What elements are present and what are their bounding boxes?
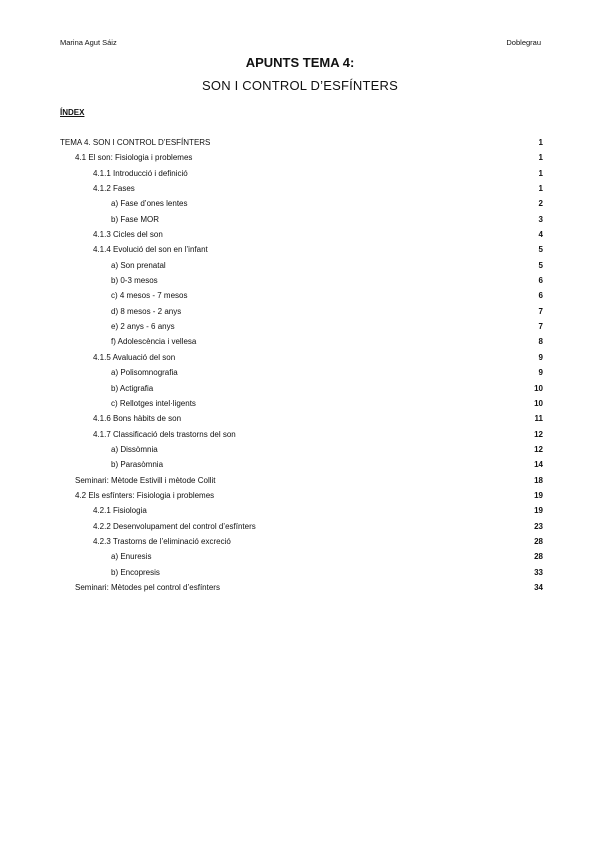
toc-entry[interactable]	[60, 258, 543, 273]
toc-entry[interactable]	[60, 150, 543, 165]
toc-entry[interactable]	[60, 549, 543, 564]
index-heading: ÍNDEX	[60, 108, 85, 117]
toc-entry-label: a) Polisomnografia	[111, 368, 178, 378]
toc-entry-page: 7	[538, 306, 543, 316]
toc-entry-label: 4.1.1 Introducció i definició	[93, 168, 188, 178]
toc-entry-label: TEMA 4. SON I CONTROL D’ESFÍNTERS	[60, 138, 211, 147]
toc-entry[interactable]	[60, 534, 543, 549]
toc-entry[interactable]	[60, 304, 543, 319]
toc-entry-label: 4.2.3 Trastorns de l’eliminació excreció	[93, 536, 231, 546]
toc-entry[interactable]	[60, 319, 543, 334]
toc-entry-page: 7	[538, 322, 543, 332]
toc-entry[interactable]	[60, 580, 543, 595]
toc-entry-page: 14	[534, 460, 543, 470]
toc-entry-label: a) Fase d’ones lentes	[111, 199, 188, 209]
toc-entry-label: Seminari: Mètodes pel control d’esfínters	[75, 582, 220, 592]
toc-entry[interactable]	[60, 273, 543, 288]
toc-entry-page: 6	[538, 276, 543, 286]
toc-entry-page: 19	[534, 506, 543, 516]
toc-entry[interactable]	[60, 473, 543, 488]
toc-entry[interactable]	[60, 457, 543, 472]
toc-entry-label: 4.2.2 Desenvolupament del control d’esfínters	[93, 521, 256, 531]
toc-entry-label: a) Son prenatal	[111, 260, 166, 270]
toc-entry[interactable]	[60, 334, 543, 349]
toc-entry[interactable]	[60, 166, 543, 181]
toc-entry-label: 4.1.5 Avaluació del son	[93, 352, 176, 362]
toc-entry-page: 19	[534, 490, 543, 500]
toc-entry-label: b) Fase MOR	[111, 214, 160, 224]
toc-entry-label: 4.1.4 Evolució del son en l’infant	[93, 245, 208, 255]
toc-entry-page: 5	[538, 260, 543, 270]
toc-entry-label: c) 4 mesos - 7 mesos	[111, 291, 188, 301]
toc-entry-label: Seminari: Mètode Estivill i mètode Collit	[75, 475, 216, 485]
toc-entry-label: d) 8 mesos - 2 anys	[111, 306, 182, 316]
toc-entry-page: 18	[534, 475, 543, 485]
toc-entry-page: 23	[534, 521, 543, 531]
toc-entry-label: 4.2 Els esfínters: Fisiologia i problemes	[75, 490, 215, 500]
toc-entry-page: 5	[538, 245, 543, 255]
toc-entry-page: 1	[538, 168, 543, 178]
toc-entry-page: 34	[534, 582, 543, 592]
header-program: Doblegrau	[506, 38, 541, 47]
toc-entry-page: 1	[538, 184, 543, 194]
toc-entry-page: 3	[538, 214, 543, 224]
toc-entry-page: 9	[538, 368, 543, 378]
toc-entry-page: 2	[538, 199, 543, 209]
toc-entry-page: 10	[534, 383, 543, 393]
toc-entry[interactable]	[60, 427, 543, 442]
toc-entry[interactable]	[60, 135, 543, 150]
toc-entry-page: 12	[534, 444, 543, 454]
toc-entry[interactable]	[60, 503, 543, 518]
toc-entry-page: 8	[538, 337, 543, 347]
toc-entry[interactable]	[60, 381, 543, 396]
toc-entry-label: a) Enuresis	[111, 552, 152, 562]
toc-entry[interactable]	[60, 365, 543, 380]
toc-entry-page: 10	[534, 398, 543, 408]
toc-entry[interactable]	[60, 411, 543, 426]
toc-entry[interactable]	[60, 212, 543, 227]
header-author: Marina Agut Sáiz	[60, 38, 117, 47]
toc-entry[interactable]	[60, 565, 543, 580]
toc-entry[interactable]	[60, 488, 543, 503]
toc-entry-page: 33	[534, 567, 543, 577]
toc-entry-page: 6	[538, 291, 543, 301]
toc-entry[interactable]	[60, 196, 543, 211]
toc-entry-page: 12	[534, 429, 543, 439]
toc-entry[interactable]	[60, 442, 543, 457]
toc-entry-label: b) Actigrafia	[111, 383, 154, 393]
toc-entry-label: 4.1 El son: Fisiologia i problemes	[75, 153, 193, 163]
toc-entry-label: a) Dissòmnia	[111, 444, 158, 454]
toc-entry-label: 4.1.3 Cicles del son	[93, 230, 163, 240]
toc-entry-page: 11	[534, 414, 543, 424]
toc-entry-label: 4.2.1 Fisiologia	[93, 506, 147, 516]
toc-entry[interactable]	[60, 350, 543, 365]
toc-entry-page: 1	[538, 138, 543, 147]
toc-entry-label: c) Rellotges intel·ligents	[111, 398, 196, 408]
toc-entry-page: 9	[538, 352, 543, 362]
toc-entry[interactable]	[60, 181, 543, 196]
toc-entry-label: b) 0-3 mesos	[111, 276, 158, 286]
toc-entry-label: 4.1.7 Classificació dels trastorns del son	[93, 429, 236, 439]
document-title: APUNTS TEMA 4:	[245, 55, 355, 70]
toc-entry-page: 4	[538, 230, 543, 240]
table-of-contents	[60, 135, 543, 595]
toc-entry-label: e) 2 anys - 6 anys	[111, 322, 175, 332]
toc-entry-label: f) Adolescència i vellesa	[111, 337, 197, 347]
toc-entry-label: 4.1.2 Fases	[93, 184, 135, 194]
toc-entry-page: 28	[534, 536, 543, 546]
toc-entry[interactable]	[60, 396, 543, 411]
toc-entry-page: 1	[538, 153, 543, 163]
toc-entry-label: 4.1.6 Bons hàbits de son	[93, 414, 182, 424]
toc-entry-page: 28	[534, 552, 543, 562]
toc-entry[interactable]	[60, 227, 543, 242]
toc-entry-label: b) Encopresis	[111, 567, 160, 577]
toc-entry-label: b) Parasòmnia	[111, 460, 164, 470]
toc-entry[interactable]	[60, 242, 543, 257]
toc-entry[interactable]	[60, 519, 543, 534]
document-subtitle: SON I CONTROL D’ESFÍNTERS	[202, 78, 398, 93]
toc-entry[interactable]	[60, 288, 543, 303]
